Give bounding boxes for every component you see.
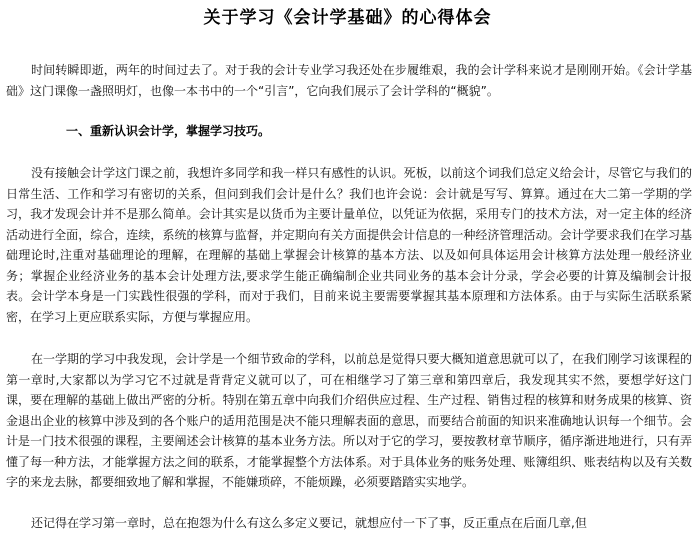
section-heading: 一、重新认识会计学，掌握学习技巧。: [66, 124, 271, 138]
document-title: 关于学习《会计学基础》的心得体会: [203, 8, 492, 28]
body-paragraph-3: 还记得在学习第一章时，总在抱怨为什么有这么多定义要记，就想应付一下了事，反正重点在后面几章,但: [31, 516, 587, 530]
body-paragraph-1: 没有接触会计学这门课之前，我想许多同学和我一样只有感性的认识。死板，以前这个词我们总定义给会计，尽管它与我们的日常生活、工作和学习有密切的关系，但问到我们会计是什么？我们也许会说：会计就是写写、算算。通过在大二第一学期的学习，我才发现会计并不是那么简单。会计其实是以货币为主要计量单位，以凭证为依据，采用专门的技术方法，对一定主体的经济活动进行全面，综合，连续，系统的核算与监督，并定期向有关方面提供会计信息的一种经济管理活动。会计学要求我们在学习基础理论时,注重对基础理论的理解，在理解的基础上掌握会计核算的基本方法、以及如何具体运用会计核算方法处理一般经济业务；掌握企业经济业务的基本会计处理方法,要求学生能正确编制企业共同业务的基本会计分录，学会必要的计算及编制会计报表。会计学本身是一门实践性很强的学科，而对于我们，目前来说主要需要掌握其基本原理和方法体系。由于与实际生活联系紧密，在学习上更应联系实际，方便与掌握应用。: [6, 166, 692, 324]
intro-paragraph: 时间转瞬即逝，两年的时间过去了。对于我的会计专业学习我还处在步履维艰，我的会计学科来说才是刚刚开始。《会计学基础》这门课像一盏照明灯，也像一本书中的一个“引言”，它向我们展示了会计学科的“概貌”。: [6, 63, 692, 98]
body-paragraph-2: 在一学期的学习中我发现，会计学是一个细节致命的学科，以前总是觉得只要大概知道意思就可以了，在我们刚学习该课程的第一章时,大家都以为学习它不过就是背背定义就可以了，可在相继学习了第三章和第四章后，我发现其实不然，要想学好这门课，要在理解的基础上做出严密的分析。特别在第五章中向我们介绍供应过程、生产过程、销售过程的核算和财务成果的核算、资金退出企业的核算中涉及到的各个账户的适用范围是决不能只理解表面的意思，而要结合前面的知识来准确地认识每一个细节。会计是一门技术很强的课程，主要阐述会计核算的基本业务方法。所以对于它的学习，要按教材章节顺序，循序渐进地进行，只有弄懂了每一种方法，才能掌握方法之间的联系，才能掌握整个方法体系。对于具体业务的账务处理、账簿组织、账表结构以及有关数字的来龙去脉，都要细致地了解和掌握，不能嫌琐碎，不能烦躁，必须要踏踏实实地学。: [6, 352, 692, 489]
